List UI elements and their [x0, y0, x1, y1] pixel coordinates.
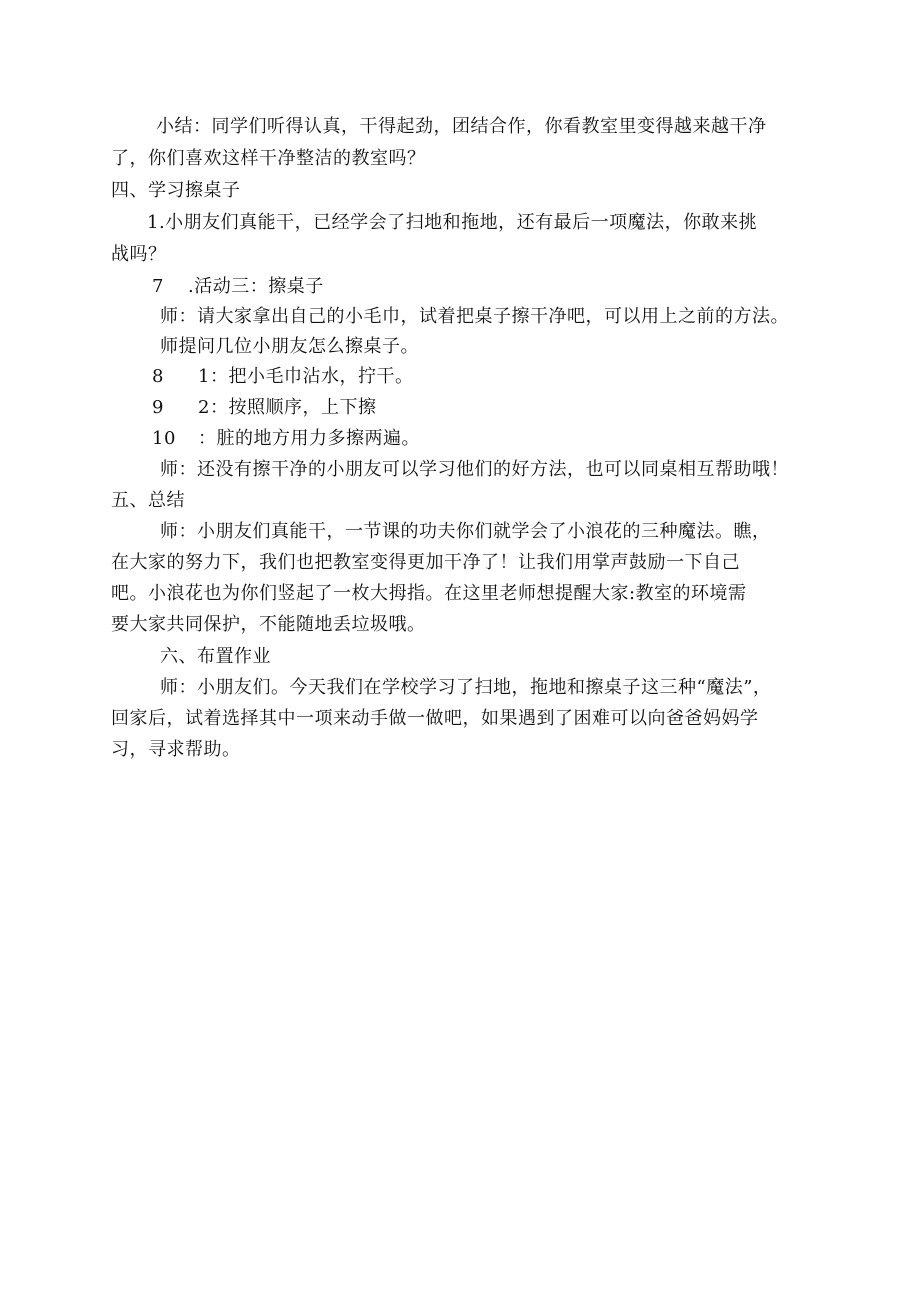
summary-line-1: 小结：同学们听得认真，干得起劲，团结合作，你看教室里变得越来越干净: [156, 116, 767, 137]
step-text: ：脏的地方用力多擦两遍。: [198, 428, 420, 449]
list-number: 7: [152, 276, 164, 297]
teacher-line-3: 师：还没有擦干净的小朋友可以学习他们的好方法，也可以同桌相互帮助哦！: [160, 459, 789, 480]
section-4-intro-line-2: 战吗？: [111, 244, 167, 265]
section-5-heading: 五、总结: [111, 490, 185, 511]
section-6-heading: 六、布置作业: [160, 646, 271, 667]
step-line-2: [152, 391, 376, 425]
list-number: 10: [152, 428, 176, 449]
section-5-line-3: 吧。小浪花也为你们竖起了一枚大拇指。在这里老师想提醒大家:教室的环境需: [111, 583, 747, 604]
section-4-heading: 四、学习擦桌子: [111, 180, 241, 201]
step-line-3: [152, 422, 420, 456]
step-line-1: [152, 360, 413, 394]
list-number: 9: [152, 397, 164, 418]
section-5-line-2: 在大家的努力下，我们也把教室变得更加干净了！让我们用掌声鼓励一下自己: [111, 552, 740, 573]
teacher-line-2: 师提问几位小朋友怎么擦桌子。: [160, 336, 419, 357]
section-6-line-2: 回家后，试着选择其中一项来动手做一做吧，如果遇到了困难可以向爸爸妈妈学: [111, 708, 759, 729]
section-5-line-4: 要大家共同保护，不能随地丢垃圾哦。: [111, 614, 426, 635]
step-text: 1：把小毛巾沾水，拧干。: [198, 366, 414, 387]
section-6-line-1: 师：小朋友们。今天我们在学校学习了扫地，拖地和擦桌子这三种“魔法”，: [160, 677, 772, 698]
section-5-line-1: 师：小朋友们真能干，一节课的功夫你们就学会了小浪花的三种魔法。瞧，: [160, 521, 771, 542]
summary-line-2: 了，你们喜欢这样干净整洁的教室吗？: [111, 148, 426, 169]
activity-line: [152, 270, 324, 304]
section-4-intro-line-1: 1.小朋友们真能干，已经学会了扫地和拖地，还有最后一项魔法，你敢来挑: [147, 212, 758, 233]
teacher-line-1: 师：请大家拿出自己的小毛巾，试着把桌子擦干净吧，可以用上之前的方法。: [160, 306, 789, 327]
section-6-line-3: 习，寻求帮助。: [111, 739, 241, 760]
list-number: 8: [152, 366, 164, 387]
activity-title: .活动三：擦桌子: [188, 276, 324, 297]
step-text: 2：按照顺序，上下擦: [198, 397, 377, 418]
